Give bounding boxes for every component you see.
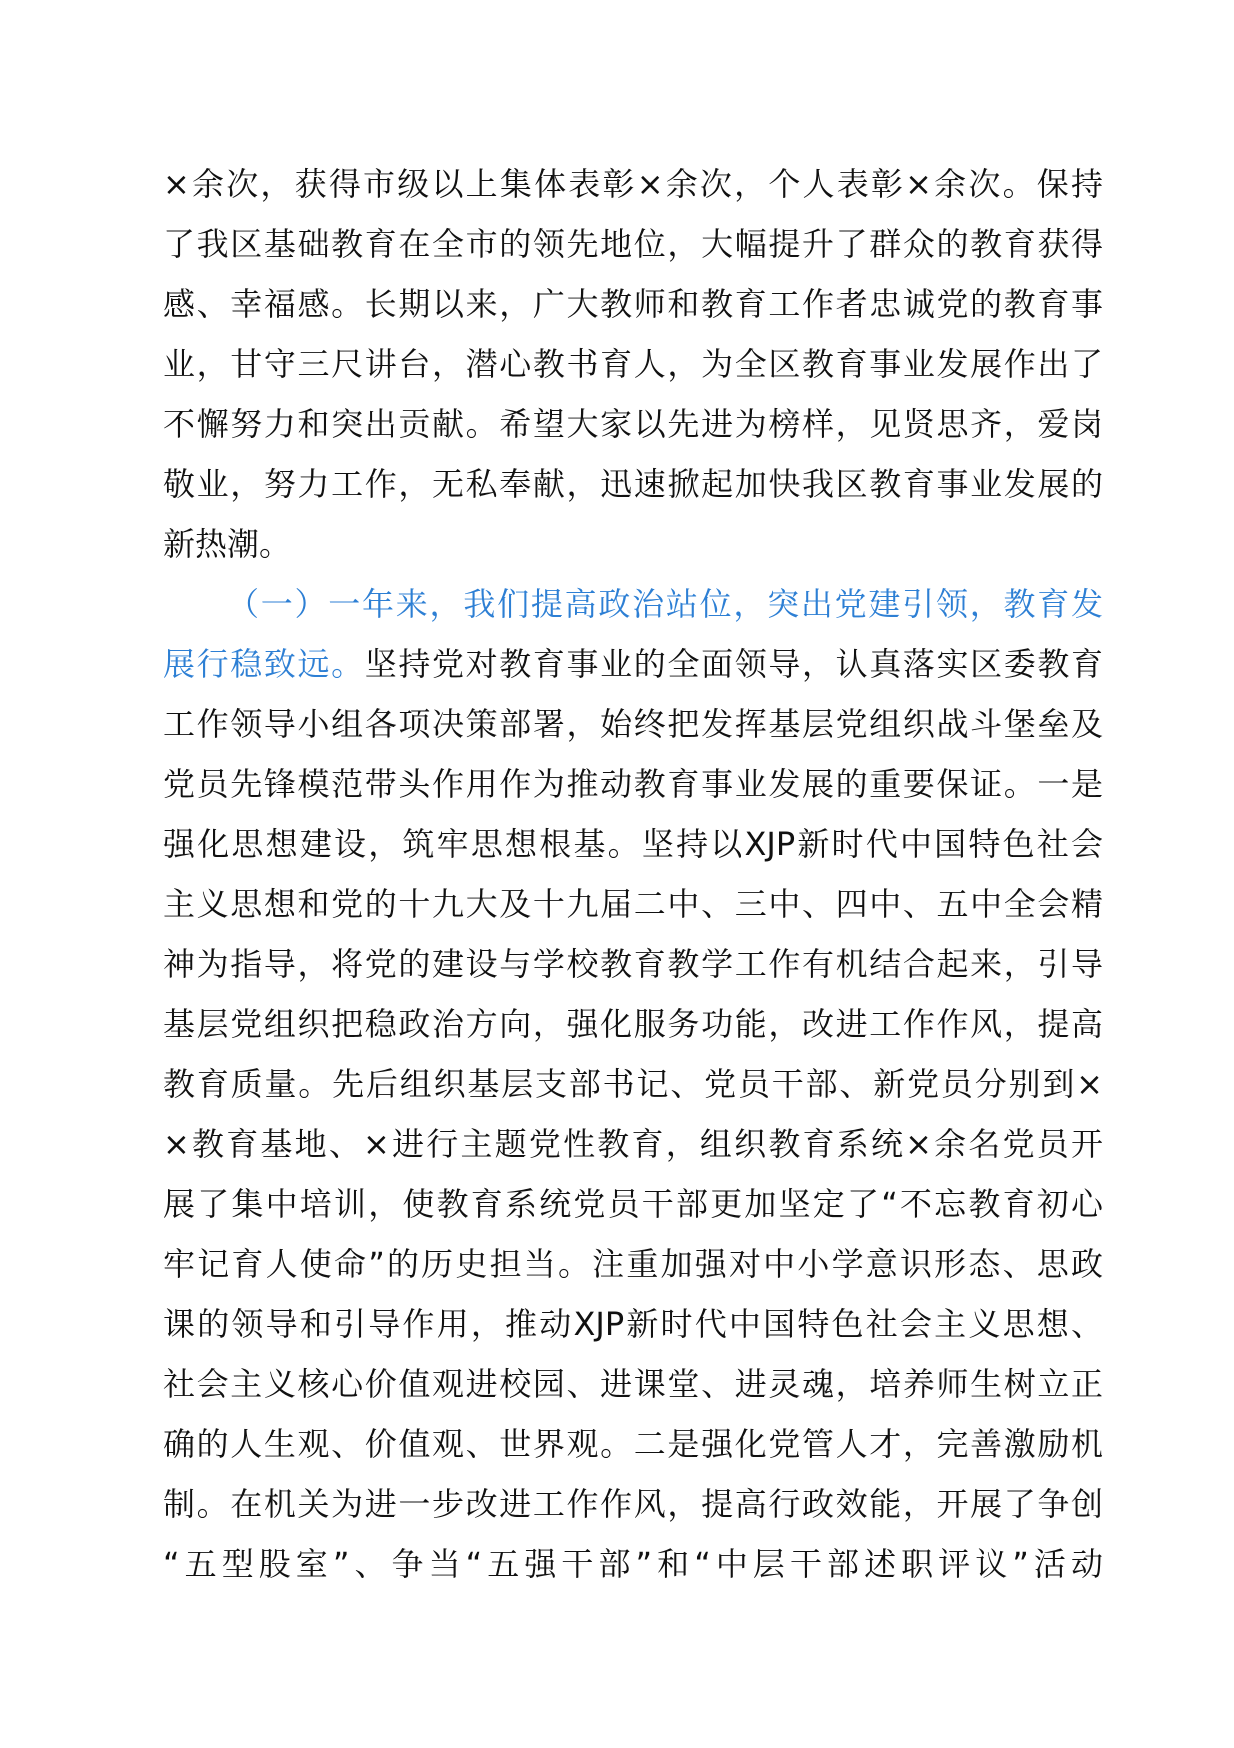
text-line: 党员先锋模范带头作用作为推动教育事业发展的重要保证。一是: [163, 765, 1103, 803]
document-body: [163, 154, 1103, 1594]
text-line: “五型股室”、争当“五强干部”和“中层干部述职评议”活动: [163, 1545, 1103, 1583]
text-line: 确的人生观、价值观、世界观。二是强化党管人才，完善激励机: [163, 1425, 1103, 1463]
text-line-mixed: [163, 634, 1103, 694]
text-line: 神为指导，将党的建设与学校教育教学工作有机结合起来，引导: [163, 945, 1103, 983]
text-line: 社会主义核心价值观进校园、进课堂、进灵魂，培养师生树立正: [163, 1365, 1103, 1403]
text-line: 业，甘守三尺讲台，潜心教书育人，为全区教育事业发展作出了: [163, 345, 1103, 383]
section-heading-continuation: 展行稳致远。: [163, 645, 365, 683]
text-span: 坚持党对教育事业的全面领导，认真落实区委教育: [364, 645, 1103, 683]
text-line: 敬业，努力工作，无私奉献，迅速掀起加快我区教育事业发展的: [163, 465, 1103, 503]
text-line: 主义思想和党的十九大及十九届二中、三中、四中、五中全会精: [163, 885, 1103, 923]
text-line: 基层党组织把稳政治方向，强化服务功能，改进工作作风，提高: [163, 1005, 1103, 1043]
text-line: 展了集中培训，使教育系统党员干部更加坚定了“不忘教育初心: [163, 1185, 1103, 1223]
text-line: 感、幸福感。长期以来，广大教师和教育工作者忠诚党的教育事: [163, 285, 1103, 323]
text-line: ×余次，获得市级以上集体表彰×余次，个人表彰×余次。保持: [163, 165, 1103, 203]
text-line: 工作领导小组各项决策部署，始终把发挥基层党组织战斗堡垒及: [163, 705, 1103, 743]
text-line: 强化思想建设，筑牢思想根基。坚持以XJP新时代中国特色社会: [163, 825, 1103, 863]
section-heading: （一）一年来，我们提高政治站位，突出党建引领，教育发: [227, 585, 1103, 623]
text-line: 课的领导和引导作用，推动XJP新时代中国特色社会主义思想、: [163, 1305, 1103, 1343]
text-line: 了我区基础教育在全市的领先地位，大幅提升了群众的教育获得: [163, 225, 1103, 263]
text-line: 新热潮。: [163, 525, 292, 563]
text-line: 牢记育人使命”的历史担当。注重加强对中小学意识形态、思政: [163, 1245, 1103, 1283]
text-line: 制。在机关为进一步改进工作作风，提高行政效能，开展了争创: [163, 1485, 1103, 1523]
text-line: ×教育基地、×进行主题党性教育，组织教育系统×余名党员开: [163, 1125, 1103, 1163]
text-line: 不懈努力和突出贡献。希望大家以先进为榜样，见贤思齐，爱岗: [163, 405, 1103, 443]
text-line: 教育质量。先后组织基层支部书记、党员干部、新党员分别到×: [163, 1065, 1103, 1103]
